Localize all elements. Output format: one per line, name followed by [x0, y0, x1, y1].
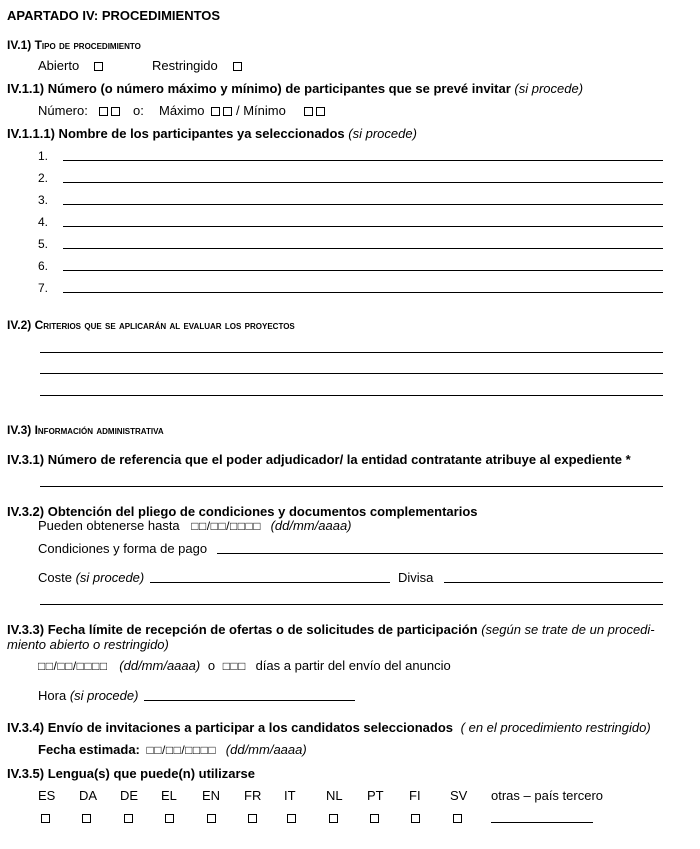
participants-number-label: IV.1.1) Número (o número máximo y mínimo) de participantes que se prevé invitar — [7, 81, 511, 96]
lang-en-checkbox[interactable] — [207, 814, 216, 823]
lang-pt-checkbox[interactable] — [370, 814, 379, 823]
minimo-label: / Mínimo — [236, 103, 286, 118]
participant-line-5[interactable] — [63, 248, 663, 249]
participant-number-1: 1. — [38, 149, 49, 163]
lang-sv-label: SV — [450, 788, 468, 803]
lang-de-label: DE — [120, 788, 139, 803]
invitations-heading — [7, 720, 651, 735]
cost-line[interactable] — [150, 582, 390, 583]
reference-number-label: IV.3.1) Número de referencia que el poder adjudicador/ la entidad contratante atribuye al expediente * — [7, 452, 631, 467]
participant-line-6[interactable] — [63, 270, 663, 271]
criteria-line-3[interactable] — [40, 395, 663, 396]
participant-line-1[interactable] — [63, 160, 663, 161]
participant-line-4[interactable] — [63, 226, 663, 227]
currency-line[interactable] — [444, 582, 663, 583]
restringido-checkbox[interactable] — [233, 62, 242, 71]
lang-da-label: DA — [79, 788, 98, 803]
participants-number-heading — [7, 81, 583, 96]
option-abierto-label: Abierto — [38, 58, 80, 73]
cost-row — [38, 570, 144, 585]
lang-de-checkbox[interactable] — [124, 814, 133, 823]
deadline-label: IV.3.3) Fecha límite de recepción de ofertas o de solicitudes de participación — [7, 622, 478, 637]
obtain-until-date-boxes[interactable]: □□/□□/□□□□ — [191, 519, 261, 533]
maximo-box-2[interactable] — [223, 107, 232, 116]
cost-label: Coste — [38, 570, 72, 585]
lang-el-checkbox[interactable] — [165, 814, 174, 823]
estimated-date-row — [38, 742, 307, 757]
lang-nl-label: NL — [326, 788, 343, 803]
participant-number-6: 6. — [38, 259, 49, 273]
criteria-line-2[interactable] — [40, 373, 663, 374]
deadline-days-boxes[interactable]: □□□ — [222, 659, 246, 673]
lang-fi-label: FI — [409, 788, 421, 803]
section-heading: APARTADO IV: PROCEDIMIENTOS — [7, 8, 221, 23]
invitations-label: IV.3.4) Envío de invitaciones a participar a los candidatos seleccionados — [7, 720, 454, 735]
participant-line-2[interactable] — [63, 182, 663, 183]
selected-participants-label: IV.1.1.1) Nombre de los participantes ya seleccionados — [7, 126, 345, 141]
participants-number-note: (si procede) — [514, 81, 584, 96]
numero-box-1[interactable] — [99, 107, 108, 116]
numero-label: Número: — [38, 103, 88, 118]
option-abierto — [38, 58, 79, 73]
selected-participants-note: (si procede) — [348, 126, 417, 141]
estimated-date-label: Fecha estimada: — [38, 742, 140, 757]
lang-fr-label: FR — [244, 788, 262, 803]
lang-el-label: EL — [161, 788, 177, 803]
lang-pt-label: PT — [367, 788, 384, 803]
deadline-time-label: Hora — [38, 688, 67, 703]
payment-conditions-line[interactable] — [217, 553, 663, 554]
deadline-note-line1: (según se trate de un procedi- — [481, 622, 655, 637]
obtain-until-date-format: (dd/mm/aaaa) — [270, 518, 352, 533]
deadline-time-note: (si procede) — [69, 688, 139, 703]
lang-it-checkbox[interactable] — [287, 814, 296, 823]
obtain-until-row — [38, 518, 352, 533]
numero-box-2[interactable] — [111, 107, 120, 116]
lang-it-label: IT — [284, 788, 296, 803]
participant-number-3: 3. — [38, 193, 49, 207]
maximo-label: Máximo — [159, 103, 205, 118]
reference-number-line[interactable] — [40, 486, 663, 487]
administrative-info-label: IV.3) Información administrativa — [7, 423, 164, 437]
lang-en-label: EN — [202, 788, 221, 803]
lang-sv-checkbox[interactable] — [453, 814, 462, 823]
languages-label: IV.3.5) Lengua(s) que puede(n) utilizarse — [7, 766, 256, 781]
participant-number-5: 5. — [38, 237, 49, 251]
lang-es-checkbox[interactable] — [41, 814, 50, 823]
participant-line-7[interactable] — [63, 292, 663, 293]
lang-es-label: ES — [38, 788, 56, 803]
other-country-label: otras – país tercero — [491, 788, 603, 803]
deadline-date-boxes[interactable]: □□/□□/□□□□ — [38, 659, 108, 673]
documents-obtain-label: IV.3.2) Obtención del pliego de condiciones y documentos complementarios — [7, 504, 478, 519]
lang-da-checkbox[interactable] — [82, 814, 91, 823]
deadline-days-text: días a partir del envío del anuncio — [255, 658, 451, 673]
deadline-or-label: o — [207, 658, 216, 673]
currency-label: Divisa — [398, 570, 434, 585]
deadline-time-line[interactable] — [144, 700, 355, 701]
or-label: o: — [133, 103, 144, 118]
estimated-date-format: (dd/mm/aaaa) — [225, 742, 307, 757]
minimo-box-2[interactable] — [316, 107, 325, 116]
participant-line-3[interactable] — [63, 204, 663, 205]
option-restringido-label: Restringido — [152, 58, 218, 73]
invitations-note: ( en el procedimiento restringido) — [460, 720, 651, 735]
maximo-box-1[interactable] — [211, 107, 220, 116]
lang-fr-checkbox[interactable] — [248, 814, 257, 823]
deadline-time-row — [38, 688, 138, 703]
deadline-heading — [7, 622, 655, 637]
payment-conditions-label: Condiciones y forma de pago — [38, 541, 208, 556]
criteria-line-1[interactable] — [40, 352, 663, 353]
participant-number-7: 7. — [38, 281, 49, 295]
participant-number-4: 4. — [38, 215, 49, 229]
deadline-note-line2: miento abierto o restringido) — [7, 637, 169, 652]
abierto-checkbox[interactable] — [94, 62, 103, 71]
type-of-procedure-label: IV.1) Tipo de procedimiento — [7, 38, 141, 52]
documents-extra-line[interactable] — [40, 604, 663, 605]
evaluation-criteria-label: IV.2) Criterios que se aplicarán al evaluar los proyectos — [7, 318, 295, 332]
obtain-until-label: Pueden obtenerse hasta — [38, 518, 180, 533]
cost-note: (si procede) — [75, 570, 145, 585]
lang-nl-checkbox[interactable] — [329, 814, 338, 823]
estimated-date-boxes[interactable]: □□/□□/□□□□ — [146, 743, 217, 757]
other-country-line[interactable] — [491, 822, 593, 823]
selected-participants-heading — [7, 126, 417, 141]
lang-fi-checkbox[interactable] — [411, 814, 420, 823]
deadline-date-row — [38, 658, 451, 673]
minimo-box-1[interactable] — [304, 107, 313, 116]
participant-number-2: 2. — [38, 171, 49, 185]
deadline-date-format: (dd/mm/aaaa) — [119, 658, 201, 673]
